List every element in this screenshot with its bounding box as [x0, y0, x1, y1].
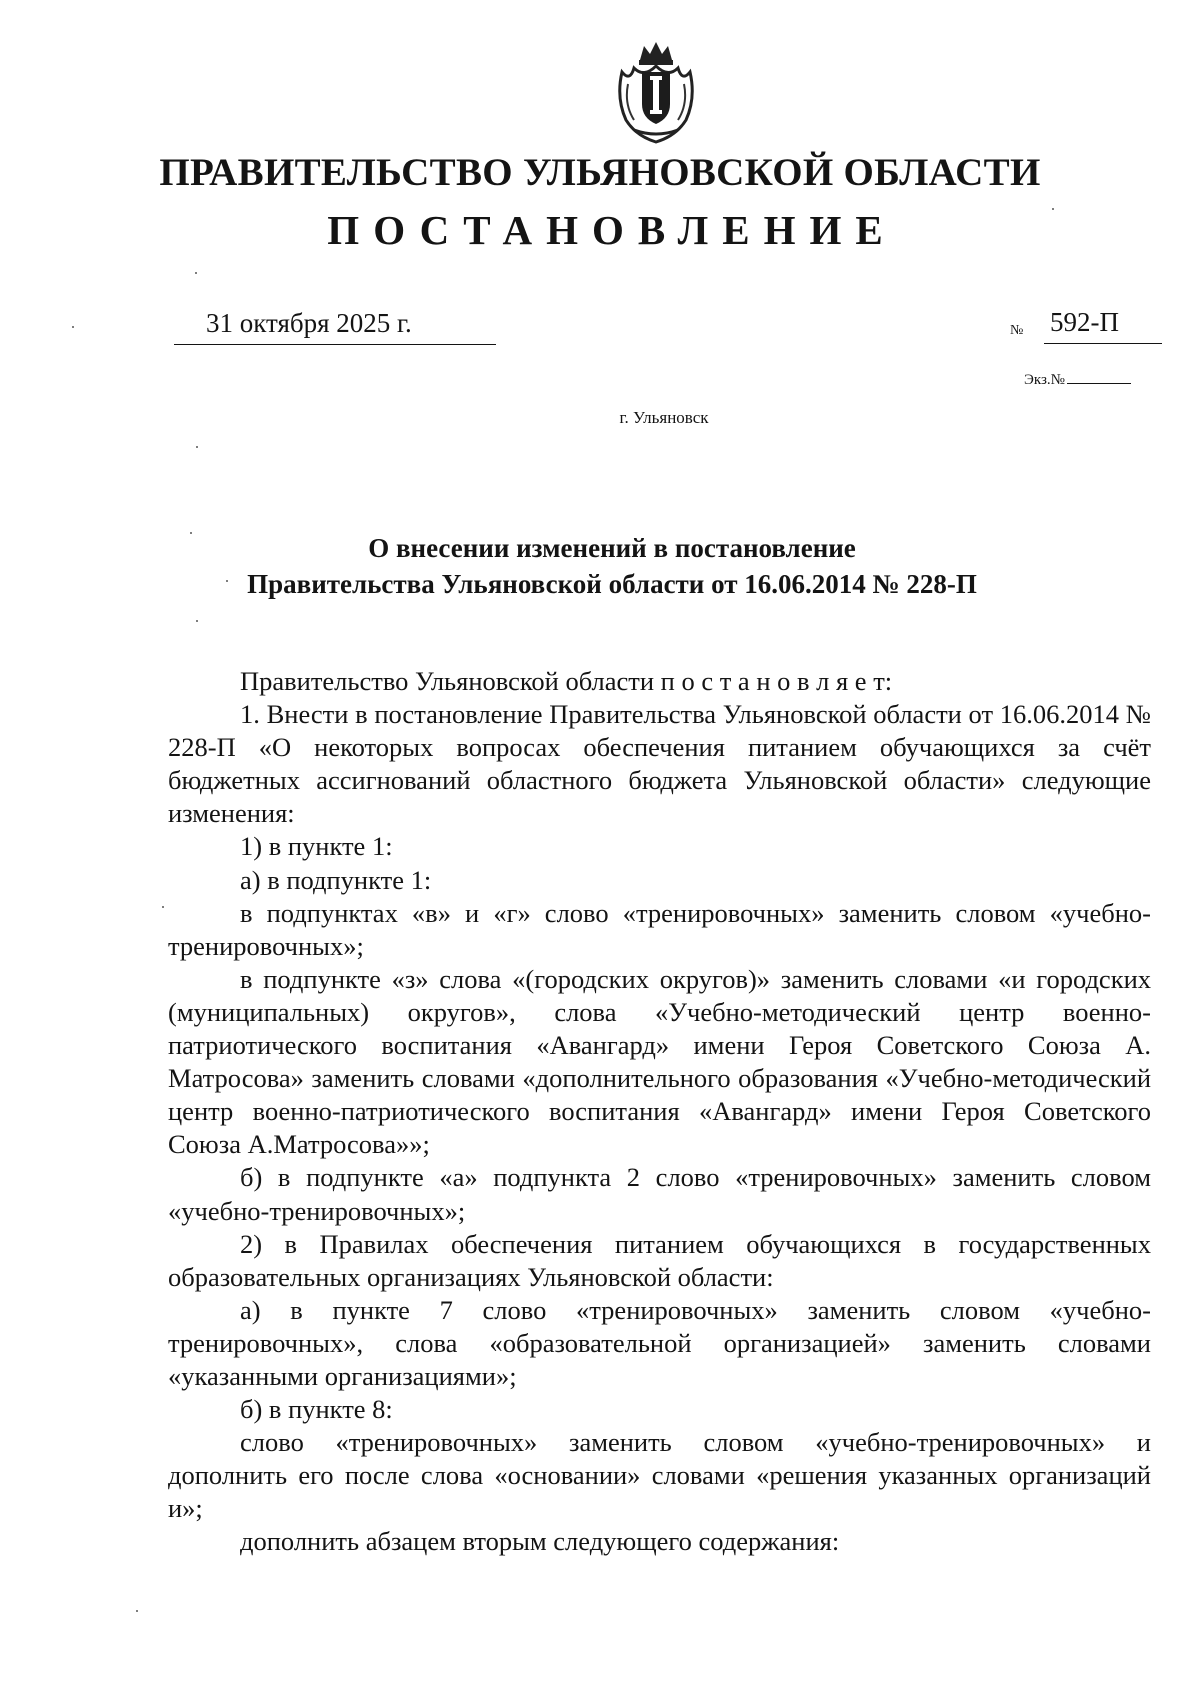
document-body	[168, 665, 1151, 1559]
scan-speck	[1052, 208, 1054, 210]
scan-speck	[196, 446, 198, 448]
body-paragraph: а) в пункте 7 слово «тренировочных» заменить словом «учебно-тренировочных», слова «образовательной организацией» заменить словами «указанными организациями»;	[168, 1294, 1151, 1391]
body-paragraph: 1. Внести в постановление Правительства Ульяновской области от 16.06.2014 № 228-П «О некоторых вопросах обеспечения питанием обучающихся за счёт бюджетных ассигнований областного бюджета Ульяновской области» следующие изменения:	[168, 699, 1151, 829]
body-paragraph: Правительство Ульяновской области п о с т а н о в л я е т:	[240, 666, 893, 696]
scan-speck	[162, 906, 164, 908]
number-label: №	[1010, 323, 1024, 338]
scan-speck	[72, 326, 74, 328]
body-paragraph: слово «тренировочных» заменить словом «учебно-тренировочных» и дополнить его после слова «основании» словами «решения указанных организаций и»;	[168, 1427, 1151, 1524]
scan-speck	[196, 620, 198, 622]
copy-number-line	[1067, 383, 1131, 384]
document-number: 592-П	[1044, 305, 1162, 344]
body-paragraph: 2) в Правилах обеспечения питанием обучающихся в государственных образовательных организациях Ульяновской области:	[168, 1228, 1151, 1292]
scan-speck	[136, 1610, 138, 1612]
body-paragraph: в подпунктах «в» и «г» слово «тренировочных» заменить словом «учебно-тренировочных»;	[168, 897, 1151, 961]
body-paragraph: б) в подпункте «а» подпункта 2 слово «тренировочных» заменить словом «учебно-тренировочных»;	[168, 1162, 1151, 1226]
body-paragraph: б) в пункте 8:	[240, 1394, 393, 1425]
coat-of-arms-emblem	[612, 38, 700, 146]
scan-speck	[190, 532, 192, 534]
scan-speck	[226, 580, 228, 582]
document-number-block	[1010, 305, 1156, 345]
government-title: ПРАВИТЕЛЬСТВО УЛЬЯНОВСКОЙ ОБЛАСТИ	[159, 151, 1041, 194]
body-paragraph: 1) в пункте 1:	[240, 831, 393, 862]
body-paragraph: а) в подпункте 1:	[240, 864, 432, 895]
copy-label: Экз.№	[1024, 372, 1065, 388]
city: г. Ульяновск	[619, 408, 709, 427]
scan-speck	[195, 272, 197, 274]
document-subject	[0, 530, 1200, 602]
body-paragraph: дополнить абзацем вторым следующего содержания:	[240, 1526, 840, 1557]
subject-line-1: О внесении изменений в постановление	[368, 533, 856, 563]
document-type: ПОСТАНОВЛЕНИЕ	[327, 207, 897, 253]
body-paragraph: в подпункте «з» слова «(городских округов)» заменить словами «и городских (муниципальных) округов», слова «Учебно-методический центр военно-патриотического воспитания «Авангард» имени Героя Советского Союза А. Матросова» заменить словами «дополнительного образования «Учебно-методический центр военно-патриотического воспитания «Авангард» имени Героя Советского Союза А.Матросова»»;	[168, 963, 1151, 1160]
document-date: 31 октября 2025 г.	[174, 306, 496, 345]
copy-number	[1024, 370, 1131, 390]
subject-line-2: Правительства Ульяновской области от 16.06.2014 № 228-П	[247, 569, 977, 599]
